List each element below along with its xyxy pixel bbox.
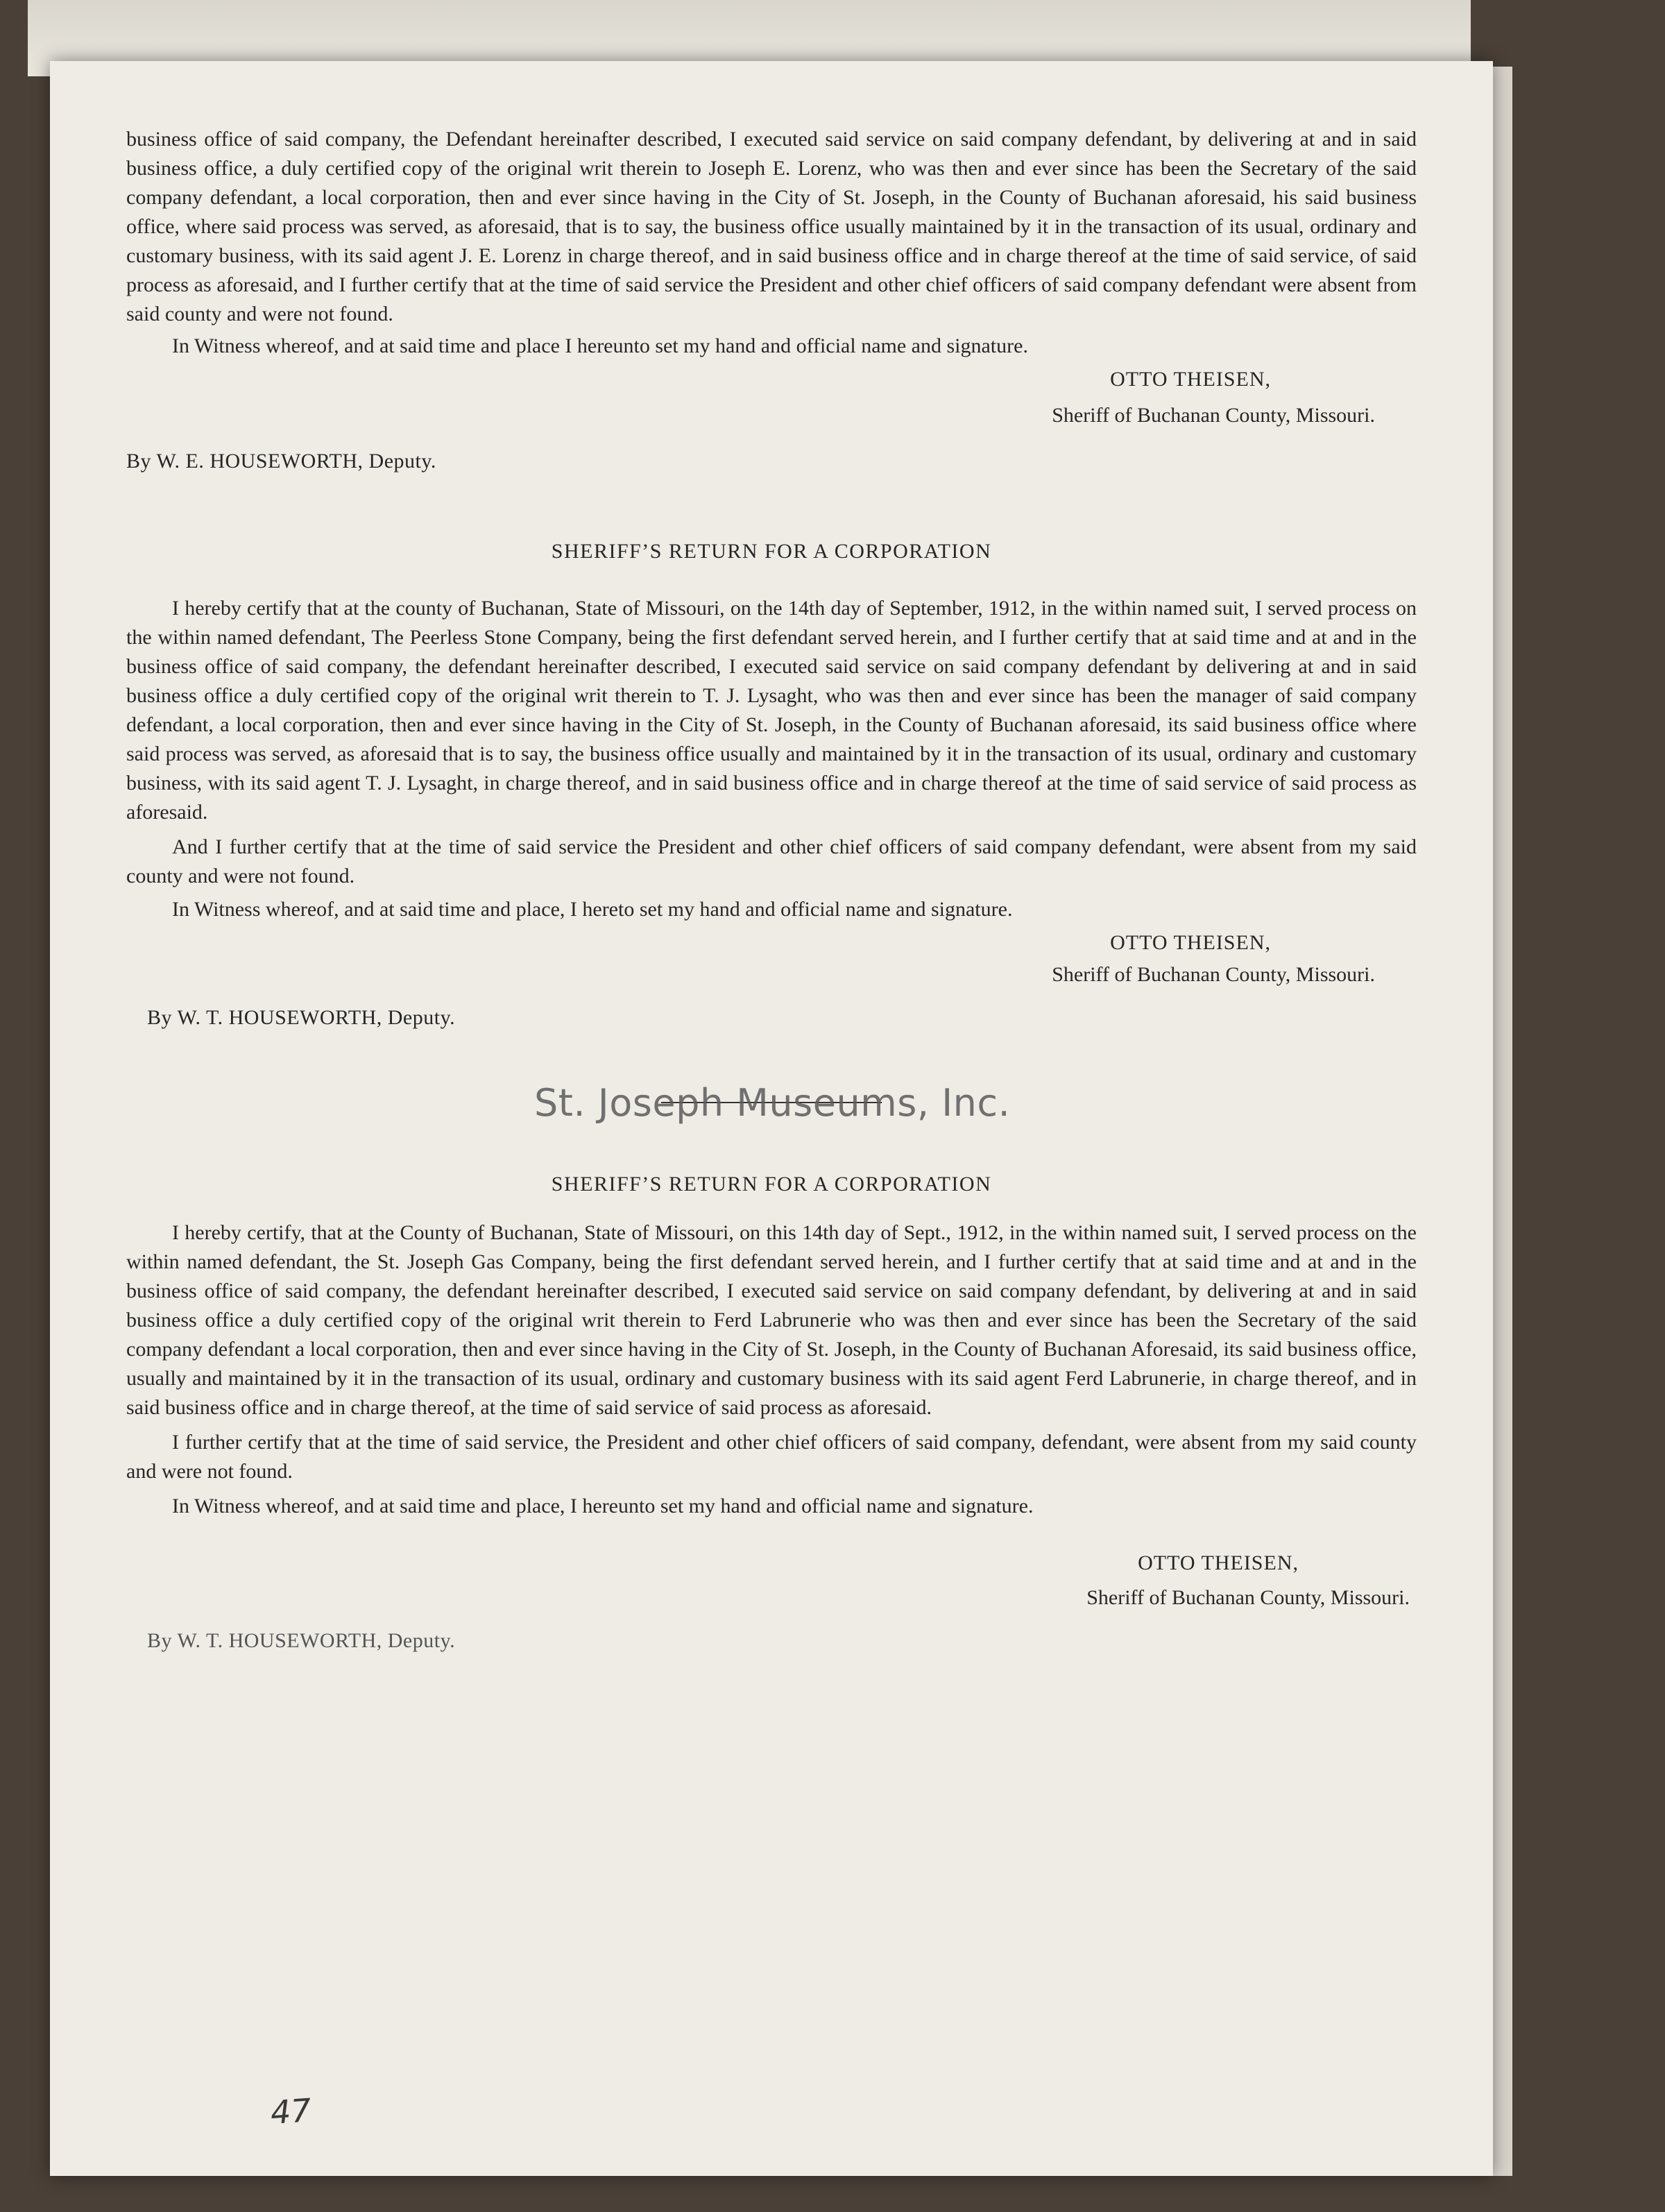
deputy-signature-1: By W. E. HOUSEWORTH, Deputy. bbox=[126, 450, 436, 473]
return-3-paragraph-2: I further certify that at the time of said service, the President and other chief officers of said company, defendant, were absent from my said county and were not found. bbox=[126, 1431, 1417, 1483]
sheriff-name-3: OTTO THEISEN, bbox=[1138, 1551, 1299, 1574]
witness-clause-3: In Witness whereof, and at said time and place, I hereunto set my hand and official name and signature. bbox=[172, 1495, 1034, 1517]
return-2-paragraph-1: I hereby certify that at the county of Buchanan, State of Missouri, on the 14th day of September, 1912, in the within named suit, I served process on the within named defendant, The Peerless Stone Company, being the first defendant served herein, and I further certify that at said time and at and in the business office of said company, the defendant hereinafter described, I executed said service on said company defendant by delivering at and in said business office a duly certified copy of the original writ therein to T. J. Lysaght, who was then and ever since has been the manager of said company defendant, a local corporation, then and ever since having in the City of St. Joseph, in the County of Buchanan aforesaid, its said business office where said process was served, as aforesaid that is to say, the business office usually and maintained by it in the transaction of its usual, ordinary and customary business, with its said agent T. J. Lysaght, in charge thereof, and in said business office and in charge thereof at the time of said service of said process as aforesaid. bbox=[126, 597, 1417, 824]
sheriff-name-1: OTTO THEISEN, bbox=[1110, 368, 1271, 391]
deputy-signature-2: By W. T. HOUSEWORTH, Deputy. bbox=[147, 1006, 456, 1029]
page-content bbox=[126, 76, 1417, 1656]
sheriff-title-1: Sheriff of Buchanan County, Missouri. bbox=[1052, 404, 1375, 427]
sheriff-name-2: OTTO THEISEN, bbox=[1110, 931, 1271, 954]
opening-paragraph: business office of said company, the Defendant hereinafter described, I executed said service on said company defendant, by delivering at and in said business office, a duly certified copy of the original writ therein to Joseph E. Lorenz, who was then and ever since has been the Secretary of the said company defendant, a local corporation, then and ever since having in the City of St. Joseph, in the County of Buchanan aforesaid, his said business office, where said process was served, as aforesaid, that is to say, the business office usually maintained by it in the transaction of its usual, ordinary and customary business, with its said agent J. E. Lorenz in charge thereof, and in said business office and in charge thereof at the time of said service, of said process as aforesaid, and I further certify that at the time of said service the President and other chief officers of said company defendant were absent from said county and were not found. bbox=[126, 128, 1417, 325]
section-heading-2: SHERIFF’S RETURN FOR A CORPORATION bbox=[551, 540, 992, 563]
return-3-paragraph-1: I hereby certify, that at the County of Buchanan, State of Missouri, on this 14th day of Sept., 1912, in the within named suit, I served process on the within named defendant, the St. Joseph Gas Company, being the first defendant served herein, and I further certify that at said time and at and in the business office of said company, the defendant hereinafter described, I executed said service on said company defendant, by delivering at and in said business office a duly certified copy of the original writ therein to Ferd Labrunerie who was then and ever since has been the Secretary of the said company defendant a local corporation, then and ever since having in the City of St. Joseph, in the County of Buchanan Aforesaid, its said business office, usually and maintained by it in the transaction of its usual, ordinary and customary business with its said agent Ferd Labrunerie, in charge thereof, and in said business office and in charge thereof, at the time of said service of said process as aforesaid. bbox=[126, 1221, 1417, 1419]
handwritten-page-number: 47 bbox=[269, 2091, 313, 2132]
museum-watermark: St. Joseph Museums, Inc. bbox=[534, 1081, 1011, 1125]
return-2-paragraph-2: And I further certify that at the time of said service the President and other chief officers of said company defendant, were absent from my said county and were not found. bbox=[126, 835, 1417, 887]
section-heading-3: SHERIFF’S RETURN FOR A CORPORATION bbox=[551, 1173, 992, 1196]
sheriff-title-3: Sheriff of Buchanan County, Missouri. bbox=[1086, 1586, 1410, 1609]
sheriff-title-2: Sheriff of Buchanan County, Missouri. bbox=[1052, 963, 1375, 986]
witness-clause-2: In Witness whereof, and at said time and place, I hereto set my hand and official name and signature. bbox=[172, 898, 1013, 921]
deputy-signature-3: By W. T. HOUSEWORTH, Deputy. bbox=[147, 1629, 456, 1652]
witness-clause-1: In Witness whereof, and at said time and place I hereunto set my hand and official name and signature. bbox=[172, 334, 1028, 357]
